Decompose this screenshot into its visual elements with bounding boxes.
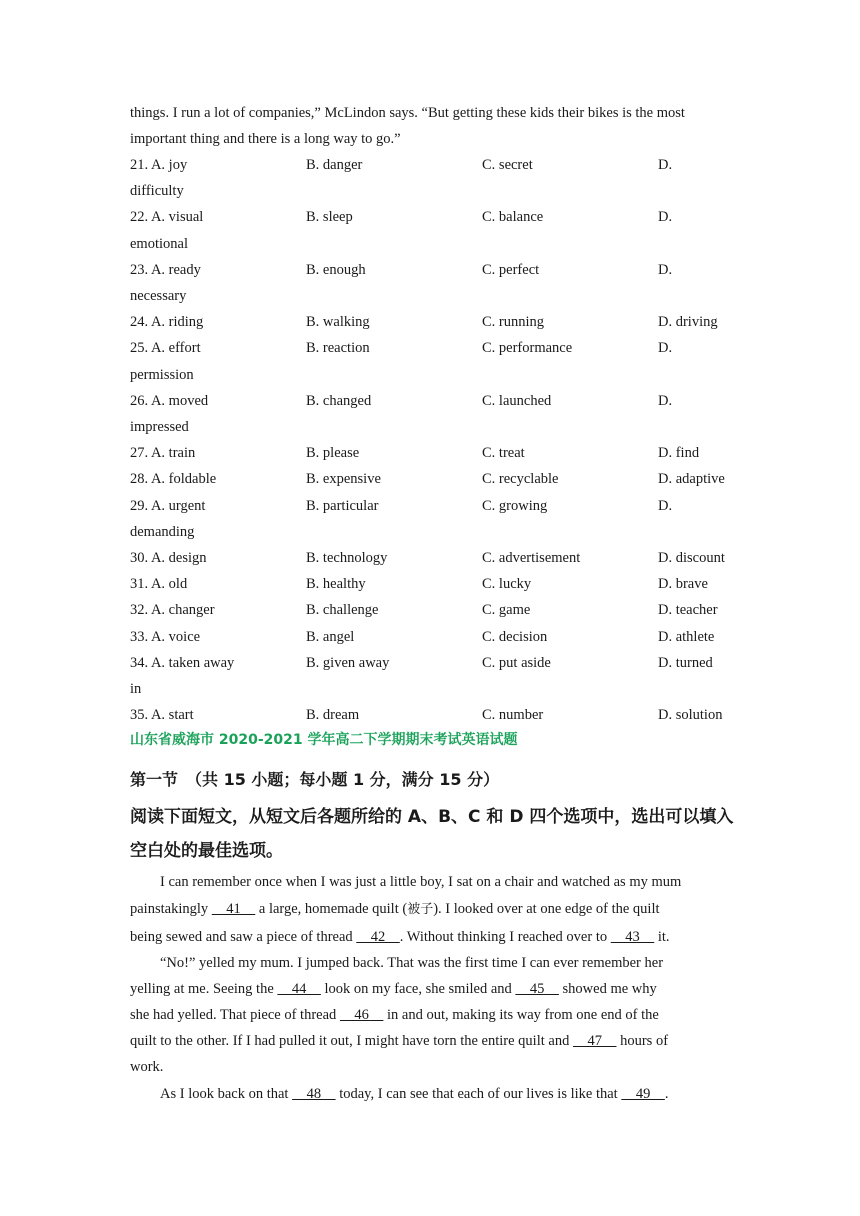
option-d-wrap: demanding: [130, 523, 195, 540]
option-d: D. athlete: [658, 628, 715, 645]
option-d: D.: [658, 392, 673, 409]
option-b: B. danger: [306, 157, 363, 173]
passage-p1-line3: [130, 924, 730, 950]
option-c: C. decision: [482, 628, 548, 645]
passage-p3-line1: [160, 1081, 730, 1107]
option-c: C. treat: [482, 445, 525, 462]
question-row: [130, 152, 750, 178]
option-b: B. angel: [306, 628, 355, 645]
option-a: 29. A. urgent: [130, 497, 206, 514]
text-segment: a large, homemade quilt (: [255, 901, 408, 917]
option-a: 30. A. design: [130, 550, 207, 566]
question-row: [130, 702, 750, 728]
option-a: 24. A. riding: [130, 314, 204, 331]
option-a: 26. A. moved: [130, 392, 209, 409]
question-row: [130, 650, 750, 676]
passage-p1-line2: [130, 896, 730, 923]
question-row: [130, 466, 750, 492]
question-row: [130, 440, 750, 466]
passage-p2-line3: [130, 1002, 730, 1028]
option-d: D. teacher: [658, 602, 718, 619]
option-b: B. sleep: [306, 209, 353, 226]
option-a: 32. A. changer: [130, 602, 215, 619]
text-segment: today, I can see that each of our lives is like that: [335, 1086, 622, 1102]
blank-49: 49: [621, 1086, 665, 1102]
blank-47: 47: [572, 1033, 617, 1049]
option-d: D. turned: [658, 654, 713, 671]
passage-p2-line1: “No!” yelled my mum. I jumped back. That was the first time I can ever remember her: [160, 955, 664, 971]
option-a: 23. A. ready: [130, 261, 201, 278]
text-segment: it.: [654, 929, 670, 945]
option-c: C. advertisement: [482, 550, 581, 566]
option-d: D. driving: [658, 314, 718, 331]
option-d-wrap: emotional: [130, 235, 188, 252]
option-d-wrap: impressed: [130, 419, 189, 435]
option-d-wrap: in: [130, 681, 142, 697]
passage-p1-line1: I can remember once when I was just a little boy, I sat on a chair and watched as my mum: [160, 874, 682, 890]
intro-line-1: things. I run a lot of companies,” McLindon says. “But getting these kids their bikes is the most: [130, 105, 685, 121]
option-b: B. particular: [306, 497, 379, 514]
option-c: C. number: [482, 707, 544, 724]
blank-43: 43: [610, 929, 655, 945]
passage-p2-line2: [130, 976, 730, 1002]
option-b: B. enough: [306, 261, 366, 278]
option-c: C. perfect: [482, 261, 540, 278]
option-d: D. find: [658, 445, 700, 462]
option-a: 31. A. old: [130, 576, 188, 593]
option-b: B. changed: [306, 392, 372, 409]
blank-42: 42: [356, 929, 400, 945]
question-row: [130, 624, 750, 650]
option-a: 34. A. taken away: [130, 654, 235, 671]
question-row: [130, 493, 750, 519]
blank-48: 48: [292, 1086, 336, 1102]
option-d: D. solution: [658, 707, 723, 724]
option-c: C. performance: [482, 340, 573, 357]
option-d: D. adaptive: [658, 471, 725, 488]
question-row: [130, 257, 750, 283]
question-row: [130, 545, 750, 571]
text-segment: in and out, making its way from one end of the: [383, 1007, 659, 1023]
option-c: C. growing: [482, 497, 548, 514]
text-segment: showed me why: [558, 981, 657, 997]
passage-p2-line5: work.: [130, 1059, 164, 1075]
blank-46: 46: [339, 1007, 384, 1023]
option-a: 33. A. voice: [130, 628, 201, 645]
option-a: 21. A. joy: [130, 157, 188, 173]
option-d: D.: [658, 209, 673, 226]
instructions: 阅读下面短文，从短文后各题所给的 A、B、C 和 D 四个选项中，选出可以填入空白处的最佳选项。: [130, 807, 734, 861]
option-d: D.: [658, 340, 673, 357]
text-segment: . Without thinking I reached over to: [399, 929, 611, 945]
intro-line-2: important thing and there is a long way to go.”: [130, 131, 401, 147]
question-row: [130, 388, 750, 414]
text-segment: painstakingly: [130, 901, 212, 917]
option-c: C. running: [482, 314, 545, 331]
option-b: B. reaction: [306, 340, 370, 357]
option-d-wrap: difficulty: [130, 183, 184, 200]
option-a: 22. A. visual: [130, 209, 204, 226]
question-row: [130, 571, 750, 597]
option-d: D.: [658, 497, 673, 514]
text-segment: ). I looked over at one edge of the quilt: [433, 901, 660, 917]
option-d: D. brave: [658, 576, 708, 593]
option-b: B. walking: [306, 314, 370, 331]
text-segment: being sewed and saw a piece of thread: [130, 929, 357, 945]
option-b: B. given away: [306, 654, 390, 671]
option-c: C. secret: [482, 157, 533, 173]
blank-45: 45: [515, 981, 559, 997]
option-b: B. technology: [306, 550, 388, 566]
option-d: D. discount: [658, 550, 725, 566]
option-b: B. expensive: [306, 471, 381, 488]
option-a: 25. A. effort: [130, 340, 201, 357]
question-row: [130, 204, 750, 230]
text-segment: she had yelled. That piece of thread: [130, 1007, 340, 1023]
option-b: B. healthy: [306, 576, 366, 593]
text-segment: quilt to the other. If I had pulled it out, I might have torn the entire quilt and: [130, 1033, 573, 1049]
passage-p2-line4: [130, 1028, 730, 1054]
text-segment: 被子: [407, 902, 434, 917]
text-segment: yelling at me. Seeing the: [130, 981, 278, 997]
option-a: 27. A. train: [130, 445, 196, 462]
blank-44: 44: [277, 981, 321, 997]
question-row: [130, 335, 750, 361]
option-c: C. recyclable: [482, 471, 559, 488]
text-segment: As I look back on that: [160, 1086, 293, 1102]
option-c: C. launched: [482, 392, 552, 409]
option-c: C. put aside: [482, 654, 551, 671]
text-segment: look on my face, she smiled and: [320, 981, 516, 997]
option-c: C. balance: [482, 209, 544, 226]
option-d: D.: [658, 261, 673, 278]
option-c: C. game: [482, 602, 531, 619]
question-row: [130, 309, 750, 335]
option-b: B. dream: [306, 707, 360, 724]
option-d-wrap: permission: [130, 366, 194, 383]
option-c: C. lucky: [482, 576, 532, 593]
text-segment: .: [664, 1086, 669, 1102]
source-title: 山东省威海市 2020-2021 学年高二下学期期末考试英语试题: [130, 732, 518, 748]
text-segment: hours of: [616, 1033, 669, 1049]
option-b: B. challenge: [306, 602, 379, 619]
option-a: 35. A. start: [130, 707, 194, 724]
option-b: B. please: [306, 445, 360, 462]
option-d: D.: [658, 157, 673, 173]
section-heading: 第一节 （共 15 小题；每小题 1 分，满分 15 分）: [130, 770, 500, 789]
option-a: 28. A. foldable: [130, 471, 217, 488]
option-d-wrap: necessary: [130, 288, 187, 304]
blank-41: 41: [211, 901, 256, 917]
question-row: [130, 597, 750, 623]
